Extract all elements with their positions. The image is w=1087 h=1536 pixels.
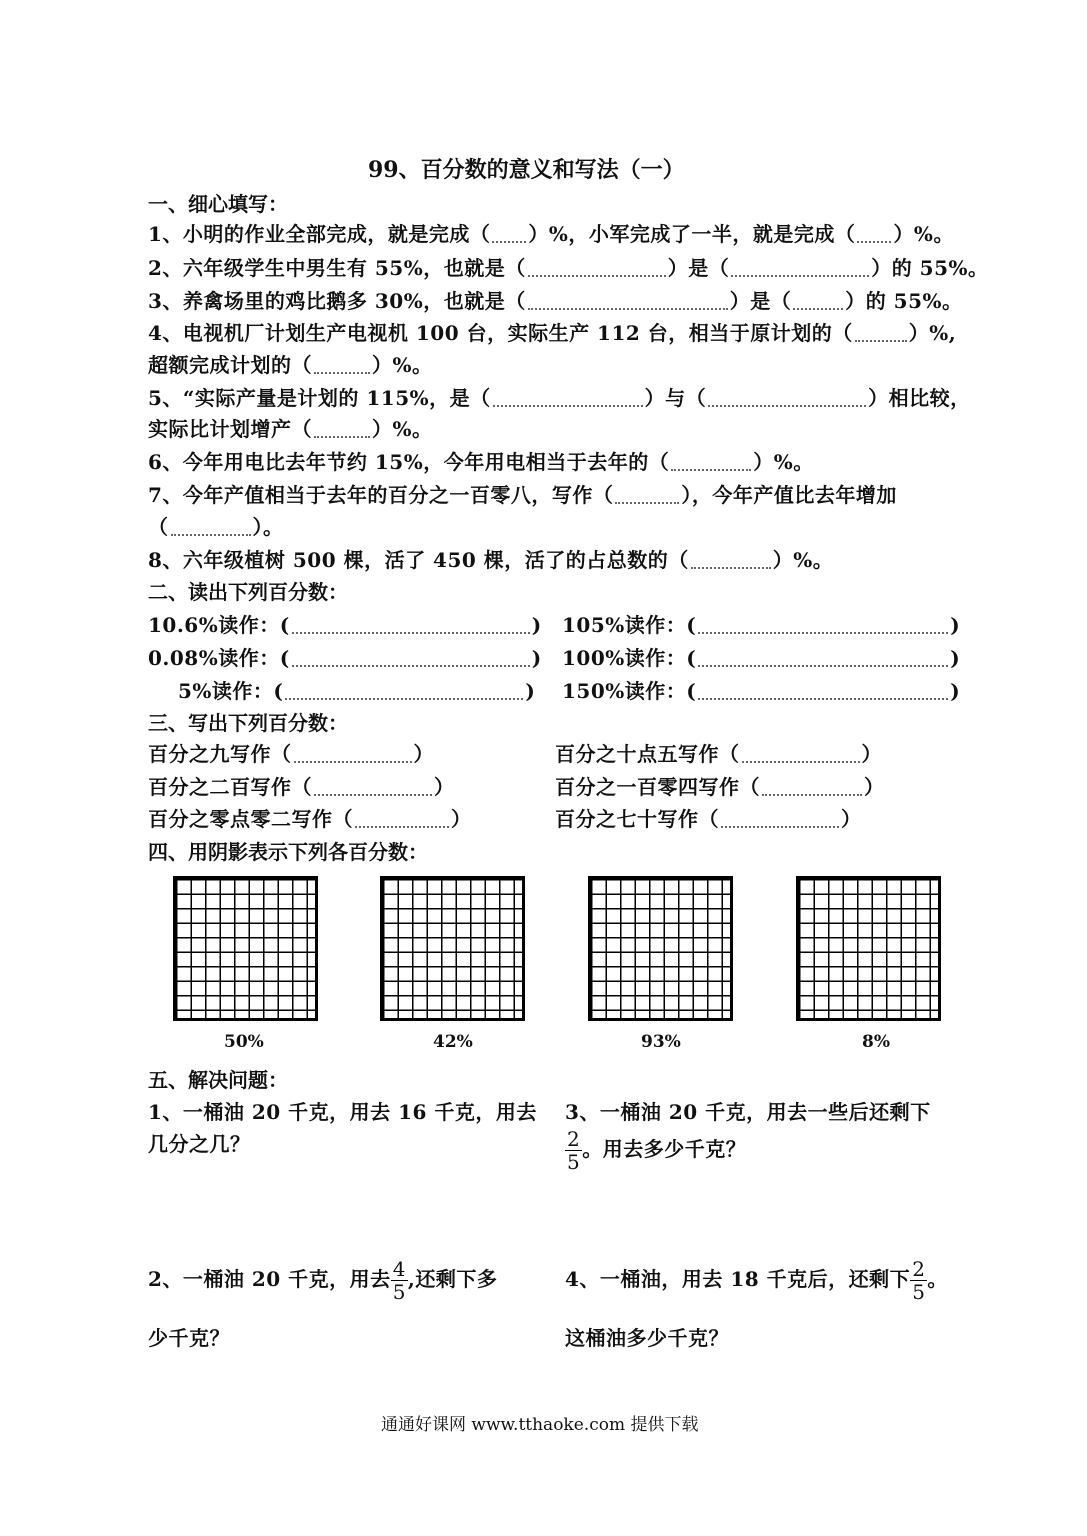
fraction-two-fifths-2: $\frac{2}{5}$ [912,1257,926,1304]
hundred-grid-2[interactable] [380,876,525,1021]
question-3: 3、养禽场里的鸡比鹅多 30%，也就是（ ）是（ ）的 55%。 [148,289,963,313]
problem-3-line-2: $\frac{2}{5}$ 。用去多少千克？ [567,1127,747,1174]
read-item-2: 105%读作：( ) [562,613,961,637]
write-item-5: 百分之零点零二写作（ ） [148,807,472,831]
section-3-heading: 三、写出下列百分数： [148,711,348,735]
problem-2-line-1: 2、一桶油 20 千克，用去 $\frac{4}{5}$ ,还剩下多 [148,1257,498,1304]
write-item-1: 百分之九写作（ ） [148,742,434,766]
question-4-line-2: 超额完成计划的（ ）%。 [148,353,433,377]
hundred-grid-3[interactable] [588,876,733,1021]
question-8: 8、六年级植树 500 棵，活了 450 棵，活了的占总数的（ ）%。 [148,548,834,572]
fraction-four-fifths: $\frac{4}{5}$ [392,1257,406,1304]
section-4-heading: 四、用阴影表示下列各百分数： [148,840,428,864]
question-1: 1、小明的作业全部完成，就是完成（ ）%，小军完成了一半，就是完成（ ）%。 [148,222,954,246]
problem-3-line-1: 3、一桶油 20 千克，用去一些后还剩下 [565,1100,931,1124]
problem-1-line-2: 几分之几？ [148,1132,251,1156]
read-item-3: 0.08%读作：( ) [148,646,542,670]
write-item-4: 百分之一百零四写作（ ） [555,775,885,799]
problem-2-line-2: 少千克？ [148,1326,230,1350]
read-item-4: 100%读作：( ) [562,646,961,670]
grid-label-2: 42% [433,1032,473,1052]
question-7-line-1: 7、今年产值相当于去年的百分之一百零八，写作（ ），今年产值比去年增加 [148,483,897,507]
question-5-line-2: 实际比计划增产（ ）%。 [148,417,433,441]
section-1-heading: 一、细心填写： [148,192,288,216]
question-5-line-1: 5、“实际产量是计划的 115%，是（ ）与（ ）相比较， [148,386,971,410]
hundred-grid-1[interactable] [173,876,318,1021]
hundred-grid-4[interactable] [796,876,941,1021]
problem-1-line-1: 1、一桶油 20 千克，用去 16 千克，用去 [148,1100,537,1124]
grid-label-1: 50% [224,1032,264,1052]
fraction-two-fifths: $\frac{2}{5}$ [567,1127,581,1174]
grid-label-3: 93% [641,1032,681,1052]
question-6: 6、今年用电比去年节约 15%，今年用电相当于去年的（ ）%。 [148,450,814,474]
page-title: 99、百分数的意义和写法（一） [368,157,685,183]
section-2-heading: 二、读出下列百分数： [148,580,348,604]
grid-label-4: 8% [862,1032,890,1052]
question-2: 2、六年级学生中男生有 55%，也就是（ ）是（ ）的 55%。 [148,256,989,280]
question-7-line-2: （ ）。 [148,515,284,539]
problem-4-line-2: 这桶油多少千克？ [565,1326,729,1350]
write-item-2: 百分之十点五写作（ ） [555,742,882,766]
question-4-line-1: 4、电视机厂计划生产电视机 100 台，实际生产 112 台，相当于原计划的（ ）%, [148,321,957,345]
write-item-6: 百分之七十写作（ ） [555,807,862,831]
read-item-5: 5%读作：( ) [178,679,536,703]
read-item-6: 150%读作：( ) [562,679,961,703]
footer-credit: 通通好课网 www.tthaoke.com 提供下载 [381,1415,699,1435]
problem-4-line-1: 4、一桶油，用去 18 千克后，还剩下 $\frac{2}{5}$ 。 [565,1257,948,1304]
write-item-3: 百分之二百写作（ ） [148,775,455,799]
section-5-heading: 五、解决问题： [148,1068,288,1092]
read-item-1: 10.6%读作：( ) [148,613,542,637]
